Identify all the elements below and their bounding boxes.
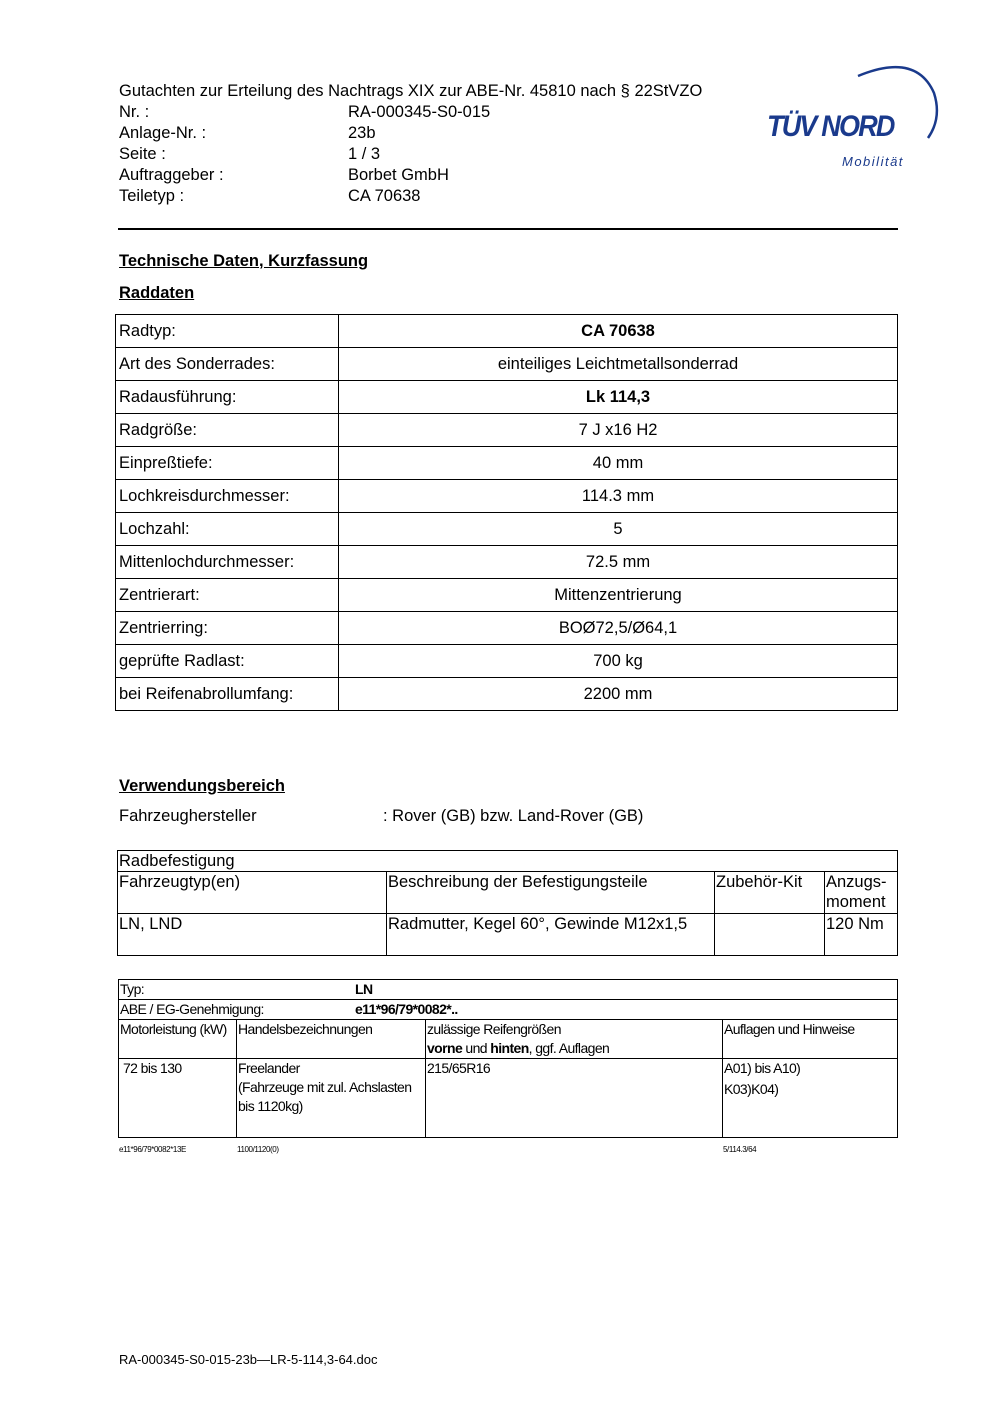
typ-footnote-1: e11*96/79*0082*13E [119,1145,186,1154]
table-row: Zentrierart: Mittenzentrierung [116,579,898,612]
table-row: 72 bis 130 Freelander (Fahrzeuge mit zul. Achslasten bis 1120kg) 215/65R16 A01) bis A10) K03)K04) [119,1059,898,1138]
header-row-nr: Nr. : RA-000345-S0-015 [119,103,491,121]
section-title-technische-daten: Technische Daten, Kurzfassung [119,252,369,270]
logo-sub: Mobilität [842,154,904,169]
tuv-nord-logo [766,58,946,173]
typ-footnote-3: 5/114.3/64 [723,1145,757,1154]
table-row: Radgröße: 7 J x16 H2 [116,414,898,447]
table-row: Fahrzeugtyp(en) Beschreibung der Befestigungsteile Zubehör-Kit Anzugs-moment [118,872,898,914]
typ-footnote-2: 1100/1120(0) [237,1145,279,1154]
radbefestigung-table [117,850,898,956]
table-row: Einpreßtiefe: 40 mm [116,447,898,480]
header-divider [118,228,898,230]
table-row: geprüfte Radlast: 700 kg [116,645,898,678]
radbefestigung-title: Radbefestigung [118,851,898,872]
raddaten-table [115,314,898,711]
header-row-auftraggeber: Auftraggeber : Borbet GmbH [119,166,449,184]
table-row: bei Reifenabrollumfang: 2200 mm [116,678,898,711]
fahrzeughersteller-line [119,807,644,826]
section-title-verwendungsbereich: Verwendungsbereich [119,777,285,795]
table-row: Lochkreisdurchmesser: 114.3 mm [116,480,898,513]
table-row: Radausführung: Lk 114,3 [116,381,898,414]
abe-label: ABE / EG-Genehmigung: [120,1001,264,1017]
document-header [119,81,702,207]
table-row: Zentrierring: BOØ72,5/Ø64,1 [116,612,898,645]
header-title-line: Gutachten zur Erteilung des Nachtrags XIX zur ABE-Nr. 45810 nach § 22StVZO [119,82,703,100]
typ-table [118,979,898,1138]
header-row-seite: Seite : 1 / 3 [119,145,381,163]
header-row-anlage: Anlage-Nr. : 23b [119,124,376,142]
typ-label: Typ: [120,981,145,997]
logo-brand: TÜV NORD [767,110,894,143]
header-row-teiletyp: Teiletyp : CA 70638 [119,187,421,205]
table-row: Radtyp: CA 70638 [116,315,898,348]
table-row: Mittenlochdurchmesser: 72.5 mm [116,546,898,579]
table-row: Motorleistung (kW) Handelsbezeichnungen zulässige Reifengrößen vorne und hinten, ggf. Auflagen Auflagen und Hinweise [119,1020,898,1059]
section-title-raddaten: Raddaten [119,284,195,302]
document-footer: RA-000345-S0-015-23b—LR-5-114,3-64.doc [119,1352,378,1367]
table-row [119,1000,898,1020]
typ-value: LN [355,981,373,997]
table-row [118,851,898,872]
fahrzeughersteller-label: Fahrzeughersteller [119,807,257,825]
table-row: LN, LND Radmutter, Kegel 60°, Gewinde M12x1,5 120 Nm [118,914,898,956]
abe-value: e11*96/79*0082*.. [355,1001,458,1017]
table-row [119,980,898,1000]
fahrzeughersteller-value: : Rover (GB) bzw. Land-Rover (GB) [383,807,644,825]
table-row: Lochzahl: 5 [116,513,898,546]
table-row: Art des Sonderrades: einteiliges Leichtmetallsonderrad [116,348,898,381]
